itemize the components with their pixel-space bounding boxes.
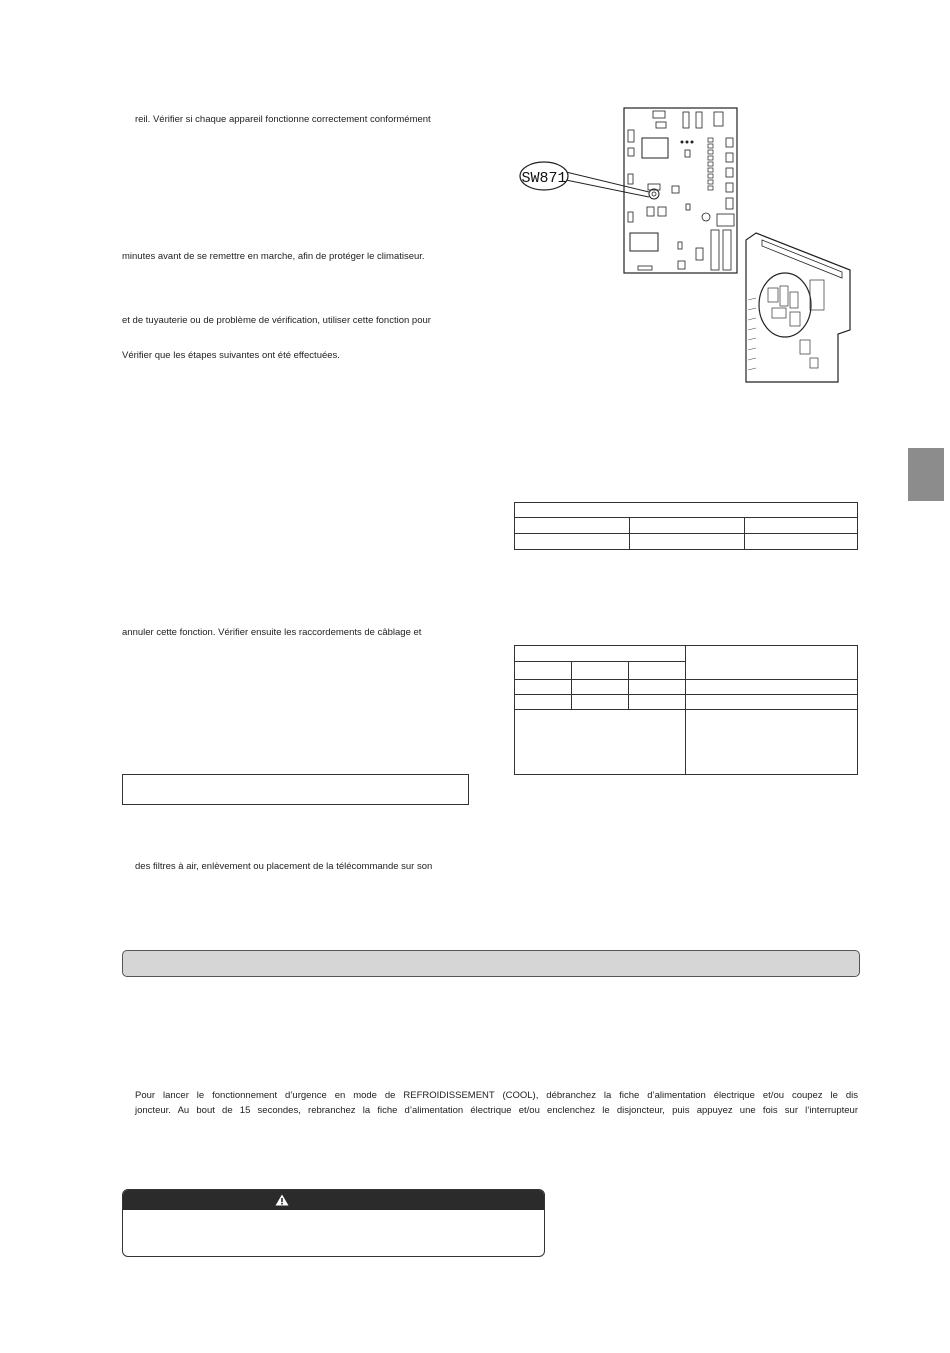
table-cell [515, 534, 630, 550]
table-cell [630, 534, 745, 550]
section-tab [908, 448, 944, 501]
table-cell [515, 646, 686, 662]
warning-box [122, 1189, 545, 1257]
empty-table-1 [514, 502, 858, 550]
paragraph-line-1: reil. Vérifier si chaque appareil fonctionne correctement conformément [135, 114, 431, 125]
pcb-figure [510, 100, 860, 390]
table-cell [745, 534, 858, 550]
table-cell [630, 518, 745, 534]
table-cell [686, 710, 858, 775]
table-cell [686, 680, 858, 695]
table-cell [629, 662, 686, 680]
sw871-label: SW871 [521, 170, 567, 187]
table-cell [629, 680, 686, 695]
empty-table-2 [514, 645, 858, 775]
table-cell [686, 646, 858, 680]
paragraph-line-4: Vérifier que les étapes suivantes ont été effectuées. [122, 350, 340, 361]
paragraph-line-5: annuler cette fonction. Vérifier ensuite les raccordements de câblage et [122, 627, 422, 638]
table-cell [515, 680, 572, 695]
table-cell [572, 680, 629, 695]
table-cell [515, 695, 572, 710]
table-cell [572, 695, 629, 710]
paragraph-line-3: et de tuyauterie ou de problème de vérification, utiliser cette fonction pour [122, 315, 431, 326]
table-cell [515, 503, 858, 518]
paragraph-line-7b: joncteur. Au bout de 15 secondes, rebranchez la fiche d’alimentation électrique et/ou enclenchez le disjoncteur, puis appuyez une fois sur l’interrupteur [135, 1105, 858, 1116]
warning-triangle-icon [275, 1194, 289, 1206]
table-cell [515, 710, 686, 775]
table-cell [686, 695, 858, 710]
paragraph-line-2: minutes avant de se remettre en marche, afin de protéger le climatiseur. [122, 251, 425, 262]
table-cell [515, 662, 572, 680]
note-box [122, 774, 469, 805]
table-cell [745, 518, 858, 534]
table-cell [572, 662, 629, 680]
table-cell [629, 695, 686, 710]
paragraph-line-6: des filtres à air, enlèvement ou placement de la télécommande sur son [135, 861, 433, 872]
paragraph-line-7a: Pour lancer le fonctionnement d’urgence en mode de REFROIDISSEMENT (COOL), débranchez la fiche d’alimentation électrique et/ou coupez le dis [135, 1090, 858, 1101]
warning-header [123, 1190, 544, 1210]
section-header-bar [122, 950, 860, 977]
table-cell [515, 518, 630, 534]
